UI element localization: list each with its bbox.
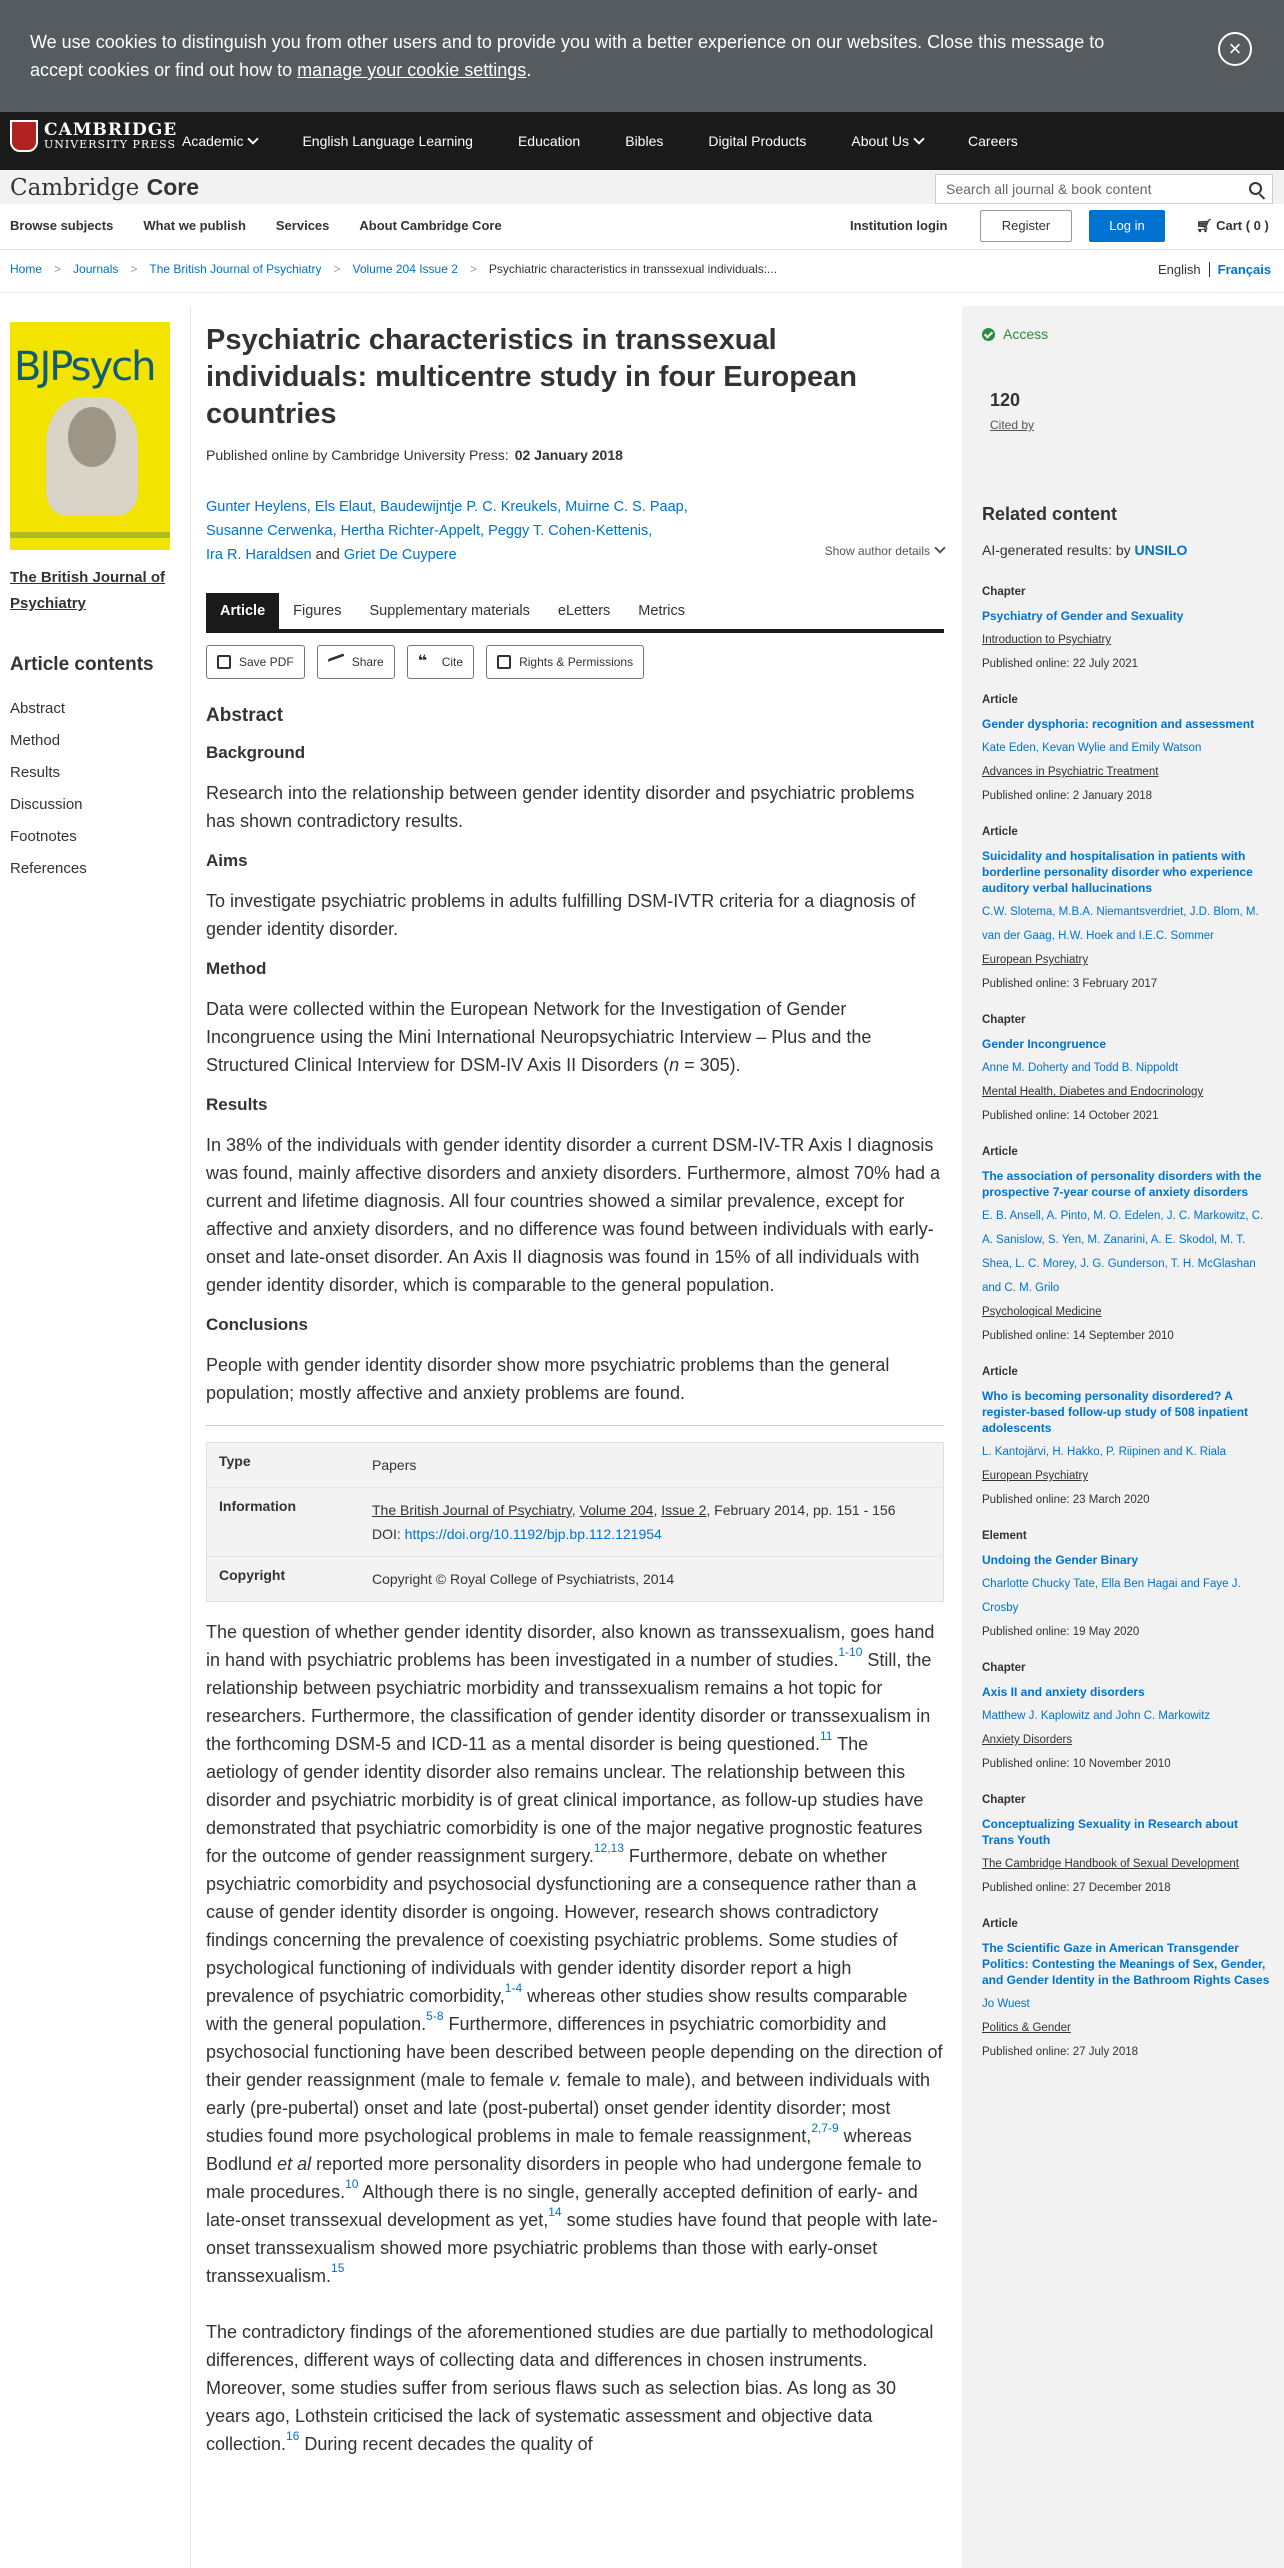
body-paragraph (206, 1618, 944, 2290)
unsilo-link[interactable]: UNSILO (1134, 542, 1188, 558)
breadcrumb-separator: > (130, 262, 138, 276)
quote-icon: ❝ (417, 653, 428, 670)
related-title-link[interactable]: Psychiatry of Gender and Sexuality (982, 609, 1184, 623)
cart-label: Cart ( 0 ) (1216, 218, 1269, 233)
abstract-heading: Abstract (206, 705, 284, 726)
article-contents-heading: Article contents (10, 654, 154, 675)
author-link[interactable]: Griet De Cuypere (343, 547, 457, 563)
browse-subjects-link[interactable]: Browse subjects (10, 218, 114, 233)
tab-article[interactable]: Article (206, 593, 279, 629)
related-source-link[interactable]: Anxiety Disorders (982, 1734, 1073, 1746)
text-run: = 305). (679, 1055, 741, 1075)
breadcrumb-issue[interactable]: Volume 204 Issue 2 (352, 262, 458, 276)
cambridge-logo[interactable] (10, 120, 177, 152)
related-item (982, 1662, 1272, 1776)
author-link[interactable]: Ira R. Haraldsen (206, 547, 312, 563)
document-icon (497, 655, 511, 669)
nav-bibles[interactable]: Bibles (625, 133, 664, 149)
reference-link[interactable]: 14 (548, 2205, 562, 2219)
related-date: Published online: 14 October 2021 (982, 1110, 1159, 1122)
check-circle-icon (982, 328, 995, 341)
cover-portrait (46, 397, 138, 515)
article-contents (10, 700, 87, 892)
nav-digital-products[interactable]: Digital Products (708, 133, 807, 149)
lang-english[interactable]: English (1158, 262, 1210, 277)
ai-results-line (982, 542, 1187, 558)
cookie-text: We use cookies to distinguish you from other users and to provide you with a better experience on our websites. Close this message to accept cookies or find out how to manage your cookie settings. (30, 32, 1105, 80)
core-menu (10, 218, 532, 233)
breadcrumb-separator: > (333, 262, 341, 276)
related-source-link[interactable]: European Psychiatry (982, 1470, 1089, 1482)
info-key: Copyright (219, 1567, 286, 1583)
related-date: Published online: 10 November 2010 (982, 1758, 1171, 1770)
info-key: Type (219, 1453, 251, 1469)
background-heading: Background (206, 743, 306, 762)
related-authors[interactable]: C.W. Slotema, M.B.A. Niemantsverdriet, J.D. Blom, M. van der Gaag, H.W. Hoek and I.E.C. Sommer (982, 906, 1259, 942)
right-sidebar (962, 306, 1284, 2568)
author-link[interactable]: Susanne Cerwenka (206, 523, 333, 539)
author-link[interactable]: Peggy T. Cohen-Kettenis (488, 523, 649, 539)
institution-login-link[interactable]: Institution login (850, 218, 948, 233)
related-type: Article (982, 1918, 1018, 1930)
aims-heading: Aims (206, 851, 248, 870)
article-tabs (206, 593, 944, 633)
share-button[interactable] (317, 645, 395, 679)
chevron-down-icon (248, 133, 259, 144)
related-item (982, 1146, 1272, 1348)
related-item (982, 1014, 1272, 1128)
language-switch (1158, 262, 1271, 277)
publisher-nav (0, 112, 1284, 170)
related-type: Article (982, 1366, 1018, 1378)
reference-link[interactable]: 15 (331, 2261, 345, 2275)
text-run: v. (549, 2070, 562, 2090)
related-date: Published online: 27 December 2018 (982, 1882, 1171, 1894)
conclusions-text: People with gender identity disorder show more psychiatric problems than the general population; mostly affective and anxiety problems are found. (206, 1355, 890, 1403)
logo-part-b: Core (146, 174, 199, 200)
citation-count: 120 (990, 390, 1021, 410)
related-title-link[interactable]: Gender Incongruence (982, 1037, 1107, 1051)
author-link[interactable]: Baudewijntje P. C. Kreukels (380, 499, 558, 515)
text-run: n (669, 1055, 680, 1075)
related-date: Published online: 22 July 2021 (982, 658, 1139, 670)
published-date (206, 447, 944, 463)
author-link[interactable]: Hertha Richter-Appelt (340, 523, 481, 539)
related-list (982, 586, 1272, 2082)
access-label: Access (1003, 326, 1049, 342)
related-date: Published online: 27 July 2018 (982, 2046, 1139, 2058)
article-title: Psychiatric characteristics in transsexual individuals: multicentre study in four European countries (206, 324, 857, 430)
related-title-link[interactable]: The association of personality disorders with the prospective 7-year course of anxiety disorders (982, 1169, 1262, 1199)
related-authors[interactable]: Charlotte Chucky Tate, Ella Ben Hagai and Faye J. Crosby (982, 1578, 1241, 1614)
cookie-message: We use cookies to distinguish you from other users and to provide you with a better experience on our websites. Close this message to accept cookies or find out how to (30, 32, 1105, 80)
nav-academic[interactable] (182, 133, 257, 149)
author-row: Gunter Heylens, Els Elaut, Baudewijntje P. C. Kreukels, Muirne C. S. Paap, (206, 499, 688, 515)
article-main (206, 322, 944, 2458)
divider (206, 1425, 944, 1426)
divider (190, 306, 191, 2568)
nav-education[interactable]: Education (517, 133, 581, 149)
search-placeholder: Search all journal & book content (946, 181, 1152, 197)
text-run: Furthermore, differences in psychiatric comorbidity and psychosocial functioning have been described between people depending on the direction of their gender reassignment (male to female (206, 2014, 943, 2090)
related-source-link[interactable]: Advances in Psychiatric Treatment (982, 766, 1159, 778)
aims-text: To investigate psychiatric problems in adults fulfilling DSM-IVTR criteria for a diagnosis of gender identity disorder. (206, 891, 916, 939)
related-date: Published online: 23 March 2020 (982, 1494, 1150, 1506)
save-pdf-button[interactable] (206, 645, 305, 679)
related-item (982, 1918, 1272, 2064)
what-we-publish-link[interactable]: What we publish (143, 218, 246, 233)
author-link[interactable]: Els Elaut (314, 499, 373, 515)
related-source-link[interactable]: Mental Health, Diabetes and Endocrinology (982, 1086, 1204, 1098)
info-value: The British Journal of Psychiatry, Volume 204, Issue 2, February 2014, pp. 151 - 156 DOI: https://doi.org/10.1192/bjp.bp.112.121954 (372, 1502, 896, 1542)
show-details-label: Show author details (824, 544, 930, 558)
reference-link[interactable]: 5-8 (426, 2009, 444, 2023)
about-core-link[interactable]: About Cambridge Core (359, 218, 502, 233)
tool-label: Share (351, 655, 384, 669)
cover-title: BJPsych (14, 344, 155, 390)
nav-about-us[interactable] (851, 133, 923, 149)
related-item (982, 694, 1272, 808)
text-run: et al (277, 2154, 312, 2174)
nav-label: Academic (182, 133, 244, 149)
manage-cookies-link[interactable]: manage your cookie settings (297, 60, 527, 80)
chevron-down-icon (934, 542, 945, 553)
breadcrumb-journal[interactable]: The British Journal of Psychiatry (149, 262, 322, 276)
conclusions-heading: Conclusions (206, 1315, 309, 1334)
related-content-heading: Related content (982, 504, 1118, 524)
related-title-link[interactable]: The Scientific Gaze in American Transgender Politics: Contesting the Meanings of Sex, Gender, and Gender Identity in the Bathroom Rights Cases (982, 1941, 1270, 1987)
and-text: and (315, 547, 340, 563)
publisher-menu (182, 112, 1063, 170)
related-date: Published online: 14 September 2010 (982, 1330, 1174, 1342)
info-volume-link[interactable]: Volume 204 (579, 1502, 654, 1518)
related-date: Published online: 3 February 2017 (982, 978, 1158, 990)
text-run: Data were collected within the European Network for the Investigation of Gender Incongruence using the Mini International Neuropsychiatric Interview – Plus and the Structured Clinical Interview for DSM-IV Axis II Disorders ( (206, 999, 872, 1075)
tab-eletters[interactable]: eLetters (557, 603, 611, 619)
logo-part-a: Cambridge (10, 175, 140, 201)
shield-icon (10, 120, 38, 152)
text-run: whereas other studies show results comparable with the general population. (206, 1986, 908, 2034)
related-type: Article (982, 826, 1018, 838)
related-title-link[interactable]: Undoing the Gender Binary (982, 1553, 1139, 1567)
text-run: The aetiology of gender identity disorder also remains unclear. The relationship between this disorder and psychiatric morbidity is of great clinical importance, as follow-up studies have demonstrated that psychiatric comorbidity is one of the major negative prognostic features for the outcome of gender reassignment surgery. (206, 1734, 924, 1866)
related-date: Published online: 19 May 2020 (982, 1626, 1140, 1638)
breadcrumb (10, 262, 777, 276)
cookie-banner (0, 0, 1284, 112)
article-info-box (206, 1442, 944, 1602)
published-value: 02 January 2018 (514, 447, 623, 463)
info-value: Copyright © Royal College of Psychiatrists, 2014 (372, 1571, 675, 1587)
related-authors[interactable]: Anne M. Doherty and Todd B. Nippoldt (982, 1062, 1179, 1074)
text-run: The contradictory findings of the aforementioned studies are due partially to methodological differences, different ways of collecting data and differences in chosen instruments. Moreover, some studies suffer from serious flaws such as selection bias. As long as 30 years ago, Lothstein criticised the lack of systematic assessment and objective data collection. (206, 2322, 934, 2454)
related-type: Chapter (982, 1662, 1026, 1674)
reference-link[interactable]: 11 (820, 1729, 833, 1743)
divider (0, 292, 1284, 293)
author-list (206, 495, 944, 567)
text-run: The question of whether gender identity disorder, also known as transsexualism, goes hand in hand with psychiatric problems has been investigated in a number of studies. (206, 1622, 935, 1670)
ai-prefix: AI-generated results: by (982, 542, 1131, 558)
nav-label: About Us (851, 133, 910, 149)
reference-link[interactable]: 16 (286, 2429, 300, 2443)
related-source-link[interactable]: European Psychiatry (982, 954, 1089, 966)
show-author-details[interactable] (825, 539, 944, 563)
results-text: In 38% of the individuals with gender identity disorder a current DSM-IV-TR Axis I diagnosis was found, mainly affective disorders and anxiety disorders. Furthermore, almost 70% had a current and lifetime diagnosis. All four countries showed a similar prevalence, except for affective and anxiety disorders, and no difference was found between individuals with early-onset and late-onset disorder. An Axis II diagnosis was found in 15% of all individuals with gender identity disorder, which is comparable to the general population. (206, 1135, 941, 1295)
text-run: Although there is no single, generally accepted definition of early- and late-onset transsexual development as yet, (206, 2182, 918, 2230)
text-run: whereas Bodlund (206, 2126, 912, 2174)
cited-by-link[interactable]: Cited by (990, 418, 1035, 432)
info-key: Information (219, 1498, 296, 1514)
text-run: female to male), and between individuals with early (pre-pubertal) onset and late (post-pubertal) onset gender identity disorder; most studies found more psychological problems in male to female reassignment, (206, 2070, 931, 2146)
related-authors[interactable]: Matthew J. Kaplowitz and John C. Markowitz (982, 1710, 1211, 1722)
text-run: During recent decades the quality of (299, 2434, 593, 2454)
close-icon[interactable]: × (1218, 32, 1252, 66)
access-badge (982, 326, 1048, 342)
register-button[interactable]: Register (980, 210, 1072, 242)
background-text: Research into the relationship between gender identity disorder and psychiatric problems has shown contradictory results. (206, 783, 915, 831)
brand-line-2: UNIVERSITY PRESS (44, 138, 177, 151)
related-authors[interactable]: Kate Eden, Kevan Wylie and Emily Watson (982, 742, 1202, 754)
cover-strip (10, 532, 170, 538)
tab-metrics[interactable]: Metrics (638, 603, 686, 619)
pdf-icon (217, 655, 231, 669)
core-nav (0, 204, 1284, 250)
breadcrumb-current: Psychiatric characteristics in transsexual individuals:... (488, 262, 778, 276)
rights-button[interactable] (486, 645, 644, 679)
related-item (982, 1530, 1272, 1644)
body-paragraph (206, 2318, 944, 2458)
related-type: Chapter (982, 1014, 1026, 1026)
info-journal-link[interactable]: The British Journal of Psychiatry (372, 1502, 572, 1518)
breadcrumb-separator: > (54, 262, 62, 276)
services-link[interactable]: Services (275, 218, 330, 233)
related-type: Chapter (982, 1794, 1026, 1806)
info-row-type (207, 1443, 943, 1488)
related-item (982, 826, 1272, 996)
related-title-link[interactable]: Gender dysphoria: recognition and assessment (982, 717, 1255, 731)
nav-careers[interactable]: Careers (968, 133, 1018, 149)
info-issue-link[interactable]: Issue 2 (661, 1502, 707, 1518)
brand-line-1: CAMBRIDGE (44, 120, 178, 140)
reference-link[interactable]: 2,7-9 (811, 2121, 839, 2135)
journal-link[interactable]: The British Journal of Psychiatry (10, 569, 166, 612)
info-pages: , February 2014, pp. 151 - 156 (706, 1502, 896, 1518)
results-heading: Results (206, 1095, 268, 1114)
related-authors[interactable]: E. B. Ansell, A. Pinto, M. O. Edelen, J. C. Markowitz, C. A. Sanislow, S. Yen, M. Zanarini, A. E. Skodol, M. T. Shea, L. C. Morey, J. G. Gunderson, T. H. McGlashan and C. M. Grilo (982, 1210, 1264, 1294)
contents-references[interactable]: References (10, 860, 87, 877)
reference-link[interactable]: 10 (345, 2177, 359, 2191)
published-prefix: Published online by Cambridge University Press: (206, 447, 509, 463)
contents-abstract[interactable]: Abstract (10, 700, 66, 717)
tab-figures[interactable]: Figures (293, 603, 342, 619)
search-input[interactable] (935, 174, 1273, 204)
related-source-link[interactable]: Psychological Medicine (982, 1306, 1102, 1318)
core-bar (0, 170, 1284, 204)
related-item (982, 586, 1272, 676)
chevron-down-icon (913, 133, 924, 144)
related-source-link[interactable]: The Cambridge Handbook of Sexual Development (982, 1858, 1239, 1870)
lang-french[interactable]: Français (1217, 262, 1272, 277)
breadcrumb-journals[interactable]: Journals (73, 262, 119, 276)
tool-label: Rights & Permissions (519, 655, 634, 669)
related-source-link[interactable]: Politics & Gender (982, 2022, 1071, 2034)
text-run: some studies have found that people with late-onset transsexualism showed more psychiatric problems than those with early-onset transsexualism. (206, 2210, 938, 2286)
cart-icon: 🛒︎ (1196, 218, 1217, 233)
article-tools (206, 645, 944, 679)
breadcrumb-separator: > (469, 262, 477, 276)
method-heading: Method (206, 959, 267, 978)
author-link[interactable]: Muirne C. S. Paap (565, 499, 684, 515)
method-text (206, 995, 944, 1079)
text-run: Furthermore, debate on whether psychiatric comorbidity and psychosocial dysfunctioning are a consequence rather than a cause of gender identity disorder is ongoing. However, research shows contradictory findings concerning the prevalence of coexisting psychiatric problems. Some studies of psychological functioning of individuals with gender identity disorder report a high prevalence of psychiatric comorbidity, (206, 1846, 917, 2006)
contents-results[interactable]: Results (10, 764, 61, 781)
search-icon[interactable] (1249, 182, 1262, 195)
related-title-link[interactable]: Who is becoming personality disordered? A register-based follow-up study of 508 inpatient adolescents (982, 1389, 1249, 1435)
journal-cover[interactable] (10, 322, 170, 550)
doi-link[interactable]: https://doi.org/10.1192/bjp.bp.112.121954 (404, 1526, 662, 1542)
related-date: Published online: 2 January 2018 (982, 790, 1153, 802)
related-source-link[interactable]: Introduction to Psychiatry (982, 634, 1112, 646)
reference-link[interactable]: 1-4 (504, 1981, 523, 1995)
related-authors[interactable]: Jo Wuest (982, 1998, 1030, 2010)
reference-link[interactable]: 12,13 (593, 1841, 624, 1855)
related-type: Article (982, 1146, 1018, 1158)
contents-discussion[interactable]: Discussion (10, 796, 83, 813)
nav-english-language-learning[interactable]: English Language Learning (302, 133, 473, 149)
breadcrumb-home[interactable]: Home (10, 262, 43, 276)
related-title-link[interactable]: Suicidality and hospitalisation in patients with borderline personality disorder who experience auditory verbal hallucinations (982, 849, 1253, 895)
info-value: Papers (372, 1457, 417, 1473)
share-icon (328, 653, 344, 671)
tool-label: Save PDF (239, 655, 294, 669)
contents-method[interactable]: Method (10, 732, 61, 749)
related-title-link[interactable]: Axis II and anxiety disorders (982, 1685, 1145, 1699)
text-run: reported more personality disorders in people who had undergone female to male procedures. (206, 2154, 922, 2202)
related-type: Element (982, 1530, 1027, 1542)
tool-label: Cite (441, 655, 464, 669)
cite-button[interactable] (407, 645, 474, 679)
author-row: Susanne Cerwenka, Hertha Richter-Appelt, Peggy T. Cohen-Kettenis, (206, 523, 653, 539)
doi-label: DOI: (372, 1526, 401, 1542)
related-item (982, 1794, 1272, 1900)
related-title-link[interactable]: Conceptualizing Sexuality in Research about Trans Youth (982, 1817, 1239, 1847)
login-button[interactable]: Log in (1089, 210, 1165, 242)
tab-supplementary[interactable]: Supplementary materials (369, 603, 530, 619)
related-type: Article (982, 694, 1018, 706)
related-type: Chapter (982, 586, 1026, 598)
author-link[interactable]: Gunter Heylens (206, 499, 307, 515)
related-item (982, 1366, 1272, 1512)
reference-link[interactable]: 1-10 (838, 1645, 863, 1659)
info-row-information (207, 1488, 943, 1557)
text-run: Still, the relationship between psychiatric morbidity and transsexualism remains a hot topic for researchers. Furthermore, the classification of gender identity disorder or transsexualism in the forthcoming DSM-5 and ICD-11 as a mental disorder is being questioned. (206, 1650, 932, 1754)
info-row-copyright (207, 1557, 943, 1601)
cart-link[interactable] (1196, 218, 1269, 234)
contents-footnotes[interactable]: Footnotes (10, 828, 77, 845)
cambridge-core-logo[interactable] (10, 174, 199, 201)
related-authors[interactable]: L. Kantojärvi, H. Hakko, P. Riipinen and K. Riala (982, 1446, 1226, 1458)
